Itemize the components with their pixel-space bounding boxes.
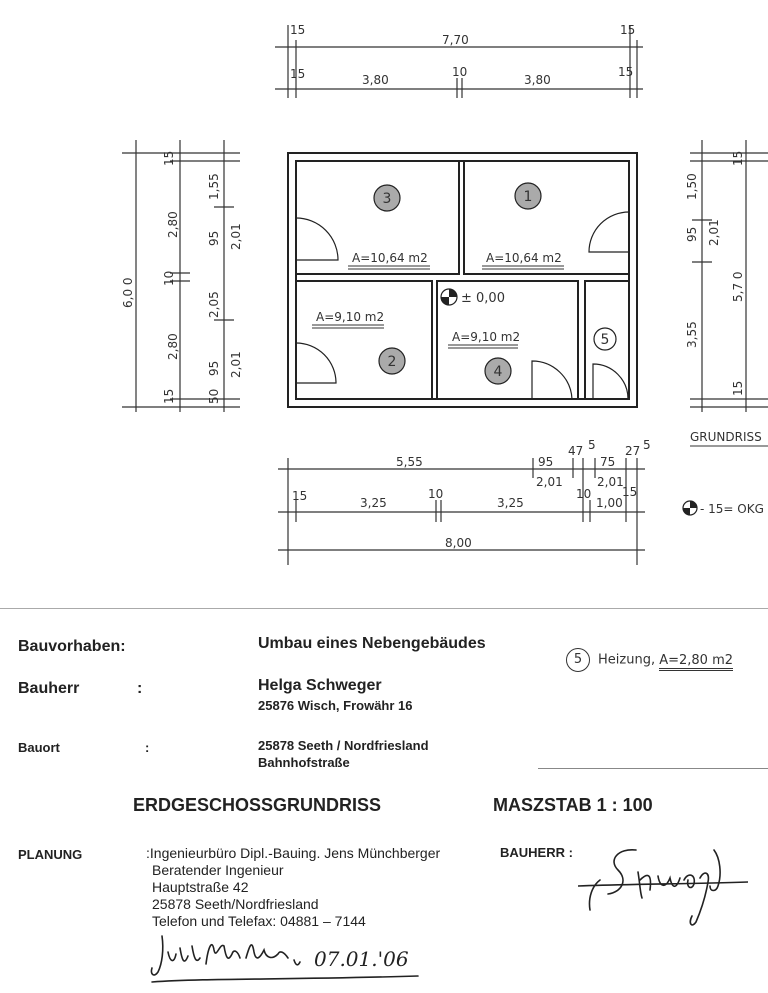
dim-bottom-c: 2,01 <box>536 475 563 489</box>
legend-heating <box>566 648 733 672</box>
dim-left-f: 1,55 <box>207 173 221 200</box>
dim-top-right: 3,80 <box>524 73 551 87</box>
bauherr-colon: : <box>137 680 143 697</box>
planung-label: PLANUNG <box>18 847 83 862</box>
dim-left-d: 2,80 <box>166 333 180 360</box>
bauort-line2: Bahnhofstraße <box>258 755 350 770</box>
dim-right-d: 5,7 0 <box>731 271 745 302</box>
level-mark-text: ± 0,00 <box>461 291 505 306</box>
dim-right-a: 1,50 <box>685 173 699 200</box>
door-room-2 <box>296 343 336 383</box>
room-1-area: A=10,64 m2 <box>486 251 562 265</box>
planer-signature <box>148 928 428 988</box>
dim-bottom-n: 10 <box>576 487 592 501</box>
dim-top-edge-left: 15 <box>290 23 306 37</box>
dim-bottom-d: 47 <box>568 444 584 458</box>
door-room-5 <box>593 364 628 399</box>
dim-right-g: 15 <box>731 380 745 396</box>
okg-marker <box>683 501 697 515</box>
drawing-scale: MASZSTAB 1 : 100 <box>493 795 653 815</box>
dim-left-h: 2,01 <box>229 223 243 250</box>
dim-bottom-h: 27 <box>625 444 641 458</box>
okg-label: - 15= OKG <box>700 502 764 516</box>
bauort-label: Bauort <box>18 740 60 755</box>
planung-line-3: 25878 Seeth/Nordfriesland <box>152 896 319 912</box>
dim-right-b: 95 <box>685 226 699 242</box>
dim-left-e: 15 <box>162 388 176 404</box>
bauherr-name: Helga Schweger <box>258 677 382 694</box>
dim-top-total: 7,70 <box>442 33 469 47</box>
level-marker <box>441 289 457 305</box>
dim-bottom-j: 15 <box>292 489 308 503</box>
bauherr-address: 25876 Wisch, Frowähr 16 <box>258 698 413 713</box>
planung-line-0: :Ingenieurbüro Dipl.-Bauing. Jens Münchberger <box>146 845 441 861</box>
room-5-number: 5 <box>600 332 610 348</box>
door-room-4 <box>532 361 572 399</box>
dim-bottom-b: 95 <box>538 455 554 469</box>
dim-top-edge-right: 15 <box>620 23 636 37</box>
grundriss-label: GRUNDRISS <box>690 430 762 444</box>
dim-left-total: 6,0 0 <box>121 277 135 308</box>
room-2-area: A=9,10 m2 <box>316 310 385 324</box>
dim-bottom-e: 5 <box>588 438 596 452</box>
planung-line-2: Hauptstraße 42 <box>152 879 249 895</box>
door-room-3 <box>296 218 338 260</box>
dim-right-f: 15 <box>731 150 745 166</box>
room-1-number: 1 <box>523 189 533 205</box>
planung-block <box>146 845 440 930</box>
dim-top-edge-right-2: 15 <box>618 65 634 79</box>
dim-bottom-total: 8,00 <box>445 536 472 550</box>
separator-line <box>0 608 768 609</box>
bauherr-sign-label: BAUHERR : <box>500 845 573 860</box>
dim-bottom-f: 75 <box>600 455 616 469</box>
dim-left-a: 15 <box>162 150 176 166</box>
room-2-number: 2 <box>387 354 397 370</box>
room-3-number: 3 <box>382 191 392 207</box>
dim-bottom-m: 3,25 <box>497 496 524 510</box>
dim-left-i: 2,05 <box>207 291 221 318</box>
dim-top-middle: 10 <box>452 65 468 79</box>
dim-bottom-l: 10 <box>428 487 444 501</box>
dim-bottom-p: 15 <box>622 485 638 499</box>
dim-left-g: 95 <box>207 230 221 246</box>
bauort-line1: 25878 Seeth / Nordfriesland <box>258 738 429 753</box>
legend-area: A=2,80 m2 <box>659 653 733 671</box>
legend-text: Heizung, <box>598 652 660 668</box>
bauherr-label: Bauherr <box>18 680 80 697</box>
dim-top-edge-left-2: 15 <box>290 67 306 81</box>
room-4-area: A=9,10 m2 <box>452 330 521 344</box>
bauvorhaben-label: Bauvorhaben: <box>18 638 126 655</box>
dim-left-j: 95 <box>207 360 221 376</box>
building-walls <box>288 153 637 407</box>
planung-line-1: Beratender Ingenieur <box>152 862 284 878</box>
dim-top-left: 3,80 <box>362 73 389 87</box>
room-4-number: 4 <box>493 364 503 380</box>
dim-bottom-k: 3,25 <box>360 496 387 510</box>
door-room-1 <box>589 212 629 252</box>
dim-bottom-g: 2,01 <box>597 475 624 489</box>
legend-number-circle: 5 <box>566 648 590 672</box>
dim-bottom-o: 1,00 <box>596 496 623 510</box>
planung-line-4: Telefon und Telefax: 04881 – 7144 <box>152 913 366 929</box>
separator-line-right <box>538 768 768 769</box>
bauherr-signature <box>578 828 748 928</box>
dim-right-c: 2,01 <box>707 219 721 246</box>
dim-right-e: 3,55 <box>685 321 699 348</box>
bauort-colon: : <box>145 740 150 755</box>
signature-date: 07.01.'06 <box>314 947 409 971</box>
dim-left-k: 2,01 <box>229 351 243 378</box>
drawing-title: ERDGESCHOSSGRUNDRISS <box>133 795 382 815</box>
dim-bottom-a: 5,55 <box>396 455 423 469</box>
dim-left-b: 2,80 <box>166 211 180 238</box>
dim-left-c: 10 <box>162 270 176 286</box>
dim-bottom-i: 5 <box>643 438 651 452</box>
dim-left-l: 50 <box>207 388 221 404</box>
bauvorhaben-value: Umbau eines Nebengebäudes <box>258 635 486 652</box>
room-3-area: A=10,64 m2 <box>352 251 428 265</box>
